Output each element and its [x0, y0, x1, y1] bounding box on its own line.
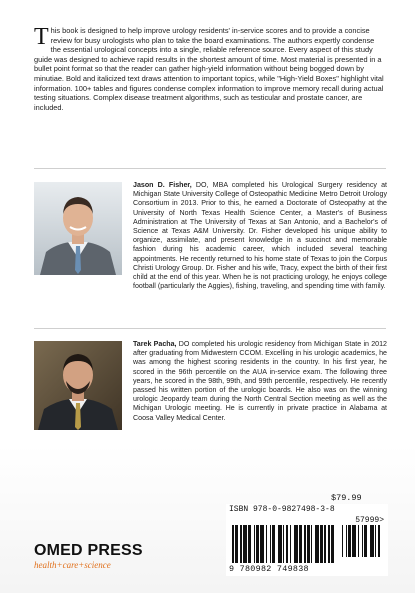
barcode-bar — [358, 525, 359, 557]
barcode-bar — [372, 525, 374, 557]
drop-cap: T — [34, 24, 49, 50]
barcode-bars — [232, 525, 382, 565]
barcode-bar — [299, 525, 300, 563]
barcode-bar — [295, 525, 296, 563]
barcode-bar — [350, 525, 351, 557]
barcode-bar — [232, 525, 234, 563]
barcode-bar — [379, 525, 380, 557]
barcode-bar — [332, 525, 334, 563]
book-description — [34, 26, 386, 112]
barcode-bar — [240, 525, 242, 563]
barcode-bar — [375, 525, 376, 557]
barcode-bar — [256, 525, 258, 563]
barcode-bar — [283, 525, 284, 563]
author-photo-fisher — [34, 182, 122, 275]
barcode-bar — [378, 525, 379, 557]
barcode-bar — [262, 525, 263, 563]
barcode-bar — [260, 525, 262, 563]
barcode-bar — [354, 525, 355, 557]
author-photo-pacha — [34, 341, 122, 430]
barcode-bar — [296, 525, 298, 563]
isbn-number: ISBN 978-0-9827498-3-8 — [229, 505, 335, 514]
author-bio-text-fisher: DO, MBA completed his Urological Surgery residency at Michigan State University College of Osteopathic Medicine Metro Detroit Urology Consortium in 2013. Prior to this, he earned a Doctorate of Osteopathy at the University of North Texas Health Science Center, a Master's of Business Administration at The University of Texas at San Antonio, and a Bachelor's of Science at Texas A&M University. Dr. Fisher developed his unique ability to organize, assimilate, and present knowledge in a succinct and memorable fashion during his academic career, which included several teaching appointments. He recently returned to his home state of Texas to join the Corpus Christi Urology Group. Dr. Fisher and his wife, Tracy, expect the birth of their first child at the end of this year. When he is not practicing urology, he enjoys college football (particularly the Aggies), fishing, traveling, and spending time with family. — [133, 181, 388, 291]
publisher-name: OMED PRESS — [34, 542, 143, 559]
author-portrait-pacha — [34, 341, 122, 430]
isbn-barcode — [226, 504, 388, 576]
barcode-bar — [272, 525, 274, 563]
author-portrait-fisher — [34, 182, 122, 275]
barcode-bar — [328, 525, 330, 563]
barcode-bar — [300, 525, 302, 563]
barcode-bar — [254, 525, 255, 563]
barcode-bar — [290, 525, 291, 563]
divider-top — [34, 168, 386, 169]
barcode-bar — [362, 525, 363, 557]
barcode-bar — [274, 525, 275, 563]
barcode-bar — [248, 525, 250, 563]
ean-digits: 9 780982 749838 — [229, 564, 309, 574]
barcode-bar — [346, 525, 347, 557]
barcode-bar — [258, 525, 259, 563]
author-bio-text-pacha: DO completed his urologic residency from Michigan State in 2012 after graduating from Midwestern CCOM. Excelling in his urologic academics, he was among the highest scoring residents in the country. In his first year, he scored in the 96th percentile on the AUA in-service exam. The following three years, he scored in the 98th, 99th, and 99th percentile, respectively. He recently passed his written portion of the urologic boards. He also was on the winning urologic Jeopardy team during the North Central Section meeting as well as the Michigan Urologic meeting. He is currently in private practice in Alabama at Coosa Valley Medical Center. — [133, 340, 387, 422]
barcode-bar — [235, 525, 236, 563]
barcode-bar — [246, 525, 247, 563]
description-text: his book is designed to help improve urology residents' in-service scores and to provide a concise review for busy urologists who plan to take the board examinations. The authors expertly condense the essential urological concepts into a single, reliable reference source. Every aspect of this study guide was designed to achieve rapid results in the shortest amount of time. Most material is presented in a bullet point format so that the reader can gather high-yield information without being bogged down by minutiae. Bold and italicized text draws attention to important topics, while "High-Yield Boxes" highlight vital information. 100+ tables and figures condense complex information to improve memory recall during actual testing situations. Complex disease treatment algorithms, such as testicular and prostate cancer, are included. — [34, 26, 384, 112]
barcode-bar — [294, 525, 295, 563]
barcode-bar — [322, 525, 323, 563]
author-name-fisher: Jason D. Fisher, — [133, 181, 192, 189]
price-label: $79.99 — [331, 493, 362, 503]
barcode-bar — [315, 525, 316, 563]
barcode-bar — [304, 525, 306, 563]
barcode-bar — [331, 525, 332, 563]
barcode-bar — [320, 525, 322, 563]
barcode-bar — [371, 525, 372, 557]
barcode-bar — [324, 525, 326, 563]
barcode-bar — [366, 525, 367, 557]
barcode-bar — [244, 525, 246, 563]
barcode-bar — [352, 525, 354, 557]
barcode-bar — [370, 525, 371, 557]
barcode-bar — [278, 525, 279, 563]
barcode-bar — [364, 525, 366, 557]
barcode-bar — [243, 525, 244, 563]
barcode-bar — [311, 525, 312, 563]
barcode-bar — [263, 525, 264, 563]
barcode-bar — [250, 525, 251, 563]
publisher-tagline: health+care+science — [34, 560, 111, 570]
barcode-bar — [308, 525, 310, 563]
divider-middle — [34, 328, 386, 329]
barcode-bar — [280, 525, 282, 563]
barcode-bar — [266, 525, 267, 563]
barcode-bar — [342, 525, 343, 557]
barcode-bar — [307, 525, 308, 563]
author-bio-fisher — [133, 181, 387, 291]
barcode-bar — [286, 525, 287, 563]
barcode-bar — [287, 525, 288, 563]
barcode-bar — [318, 525, 319, 563]
barcode-addon-code: 57999> — [355, 516, 384, 525]
author-name-pacha: Tarek Pacha, — [133, 340, 177, 348]
barcode-bar — [270, 525, 271, 563]
barcode-bar — [316, 525, 318, 563]
barcode-bar — [279, 525, 280, 563]
barcode-bar — [236, 525, 238, 563]
barcode-bar — [355, 525, 356, 557]
author-bio-pacha — [133, 340, 387, 423]
barcode-bar — [348, 525, 350, 557]
publisher-logo — [34, 543, 143, 571]
